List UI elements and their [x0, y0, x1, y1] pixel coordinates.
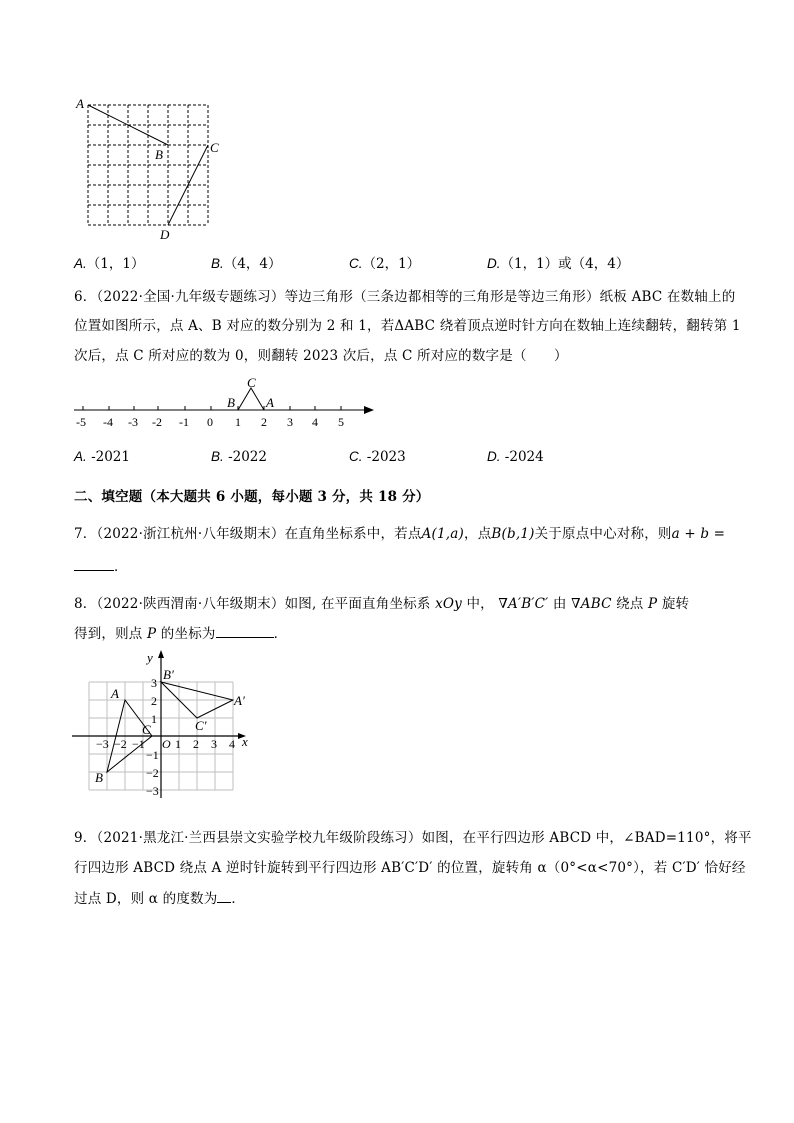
point-a-label: A [111, 686, 119, 701]
tick-label: 1 [235, 415, 241, 429]
q7-line-2: ． [74, 555, 128, 575]
point-b-prime-label: B′ [163, 667, 174, 682]
tri-label-a: A [266, 395, 274, 410]
q5-grid-figure [70, 92, 230, 242]
y-tick: 3 [151, 676, 157, 690]
y-tick: −3 [146, 784, 159, 798]
dashed-grid [88, 105, 208, 225]
y-axis-arrow-icon [158, 650, 164, 658]
tick-label: -1 [179, 415, 189, 429]
q6-option-a[interactable]: A. -2021 [74, 449, 130, 465]
q6-option-b[interactable]: B. -2022 [211, 449, 267, 465]
label-d: D [160, 227, 170, 242]
tick-label: 0 [207, 415, 213, 429]
q9-answer-blank[interactable] [217, 890, 231, 903]
tick-label: 2 [261, 415, 267, 429]
y-tick: 1 [151, 712, 157, 726]
q9-line-2: 行四边形 ABCD 绕点 A 逆时针旋转到平行四边形 AB′C′D′ 的位置，旋转角 α（0°<α<70°），若 C′D′ 恰好经 [74, 860, 746, 876]
tick-label: 3 [287, 415, 293, 429]
tick-label: -2 [152, 415, 162, 429]
x-tick: 1 [175, 737, 181, 751]
q6-line-2: 位置如图所示，点 A、B 对应的数分别为 2 和 1，若ΔABC 绕着顶点逆时针方向在数轴上连续翻转，翻转第 1 [74, 318, 741, 334]
x-tick: −2 [114, 737, 127, 751]
q5-option-d[interactable]: D.（1，1）或（4，4） [487, 256, 630, 272]
label-c: C [210, 140, 219, 155]
q8-line-2: 得到，则点 P 的坐标为 ． [74, 626, 288, 642]
x-tick: 3 [211, 737, 217, 751]
tick-label: -5 [76, 415, 86, 429]
q6-line-3: 次后，点 C 所对应的数为 0，则翻转 2023 次后，点 C 所对应的数字是（ ） [74, 348, 568, 364]
x-tick: 4 [229, 737, 235, 751]
point-c-label: C [142, 722, 151, 737]
label-a: A [76, 96, 84, 111]
q6-option-d[interactable]: D. -2024 [487, 449, 544, 465]
y-tick: 2 [151, 694, 157, 708]
x-tick: −3 [96, 737, 109, 751]
tick-label: 4 [312, 415, 318, 429]
x-tick: 2 [193, 737, 199, 751]
q8-coordinate-graph [70, 648, 270, 803]
axis-x-label: x [242, 734, 248, 749]
tri-label-c: C [247, 375, 256, 390]
q9-line-1: 9．（2021·黑龙江·兰西县崇文实验学校九年级阶段练习）如图，在平行四边形 ABCD 中，∠BAD=110°，将平 [74, 830, 752, 846]
q5-option-c[interactable]: C.（2，1） [349, 256, 421, 272]
point-b-label: B [95, 770, 103, 785]
point-c-prime-label: C′ [195, 718, 207, 733]
point-a-prime-label: A′ [234, 693, 245, 708]
tick-label: -3 [128, 415, 138, 429]
q7-line-1: 7．（2022·浙江杭州·八年级期末）在直角坐标系中，若点A(1,a)，点B(b,1)关于原点中心对称，则a + b = [74, 526, 726, 542]
q8-answer-blank[interactable] [216, 625, 274, 638]
tick-label: 5 [338, 415, 344, 429]
section-title: 二、填空题（本大题共 6 小题，每小题 3 分，共 18 分） [74, 489, 430, 505]
q5-option-b[interactable]: B.（4，4） [211, 256, 282, 272]
tri-label-b: B [227, 395, 235, 410]
tick-label: -4 [103, 415, 113, 429]
q6-line-1: 6．（2022·全国·九年级专题练习）等边三角形（三条边都相等的三角形是等边三角形）纸板 ABC 在数轴上的 [74, 289, 736, 305]
y-tick: −2 [146, 766, 159, 780]
label-b: B [155, 147, 163, 162]
q6-number-line [70, 372, 390, 434]
y-tick: −1 [146, 748, 159, 762]
x-tick: −1 [132, 737, 145, 751]
origin-label: O [162, 737, 171, 751]
q6-option-c[interactable]: C. -2023 [349, 449, 406, 465]
q8-line-1: 8．（2022·陕西渭南·八年级期末）如图, 在平面直角坐标系 xOy 中， ∇A′B′C′ 由 ∇ABC 绕点 P 旋转 [74, 596, 690, 612]
axis-arrow-icon [364, 406, 374, 414]
axis-y-label: y [147, 650, 153, 665]
q5-option-a[interactable]: A.（1，1） [74, 256, 145, 272]
q7-answer-blank[interactable] [74, 558, 114, 571]
triangle-abc [238, 388, 264, 410]
q9-line-3: 过点 D，则 α 的度数为 ． [74, 891, 246, 907]
